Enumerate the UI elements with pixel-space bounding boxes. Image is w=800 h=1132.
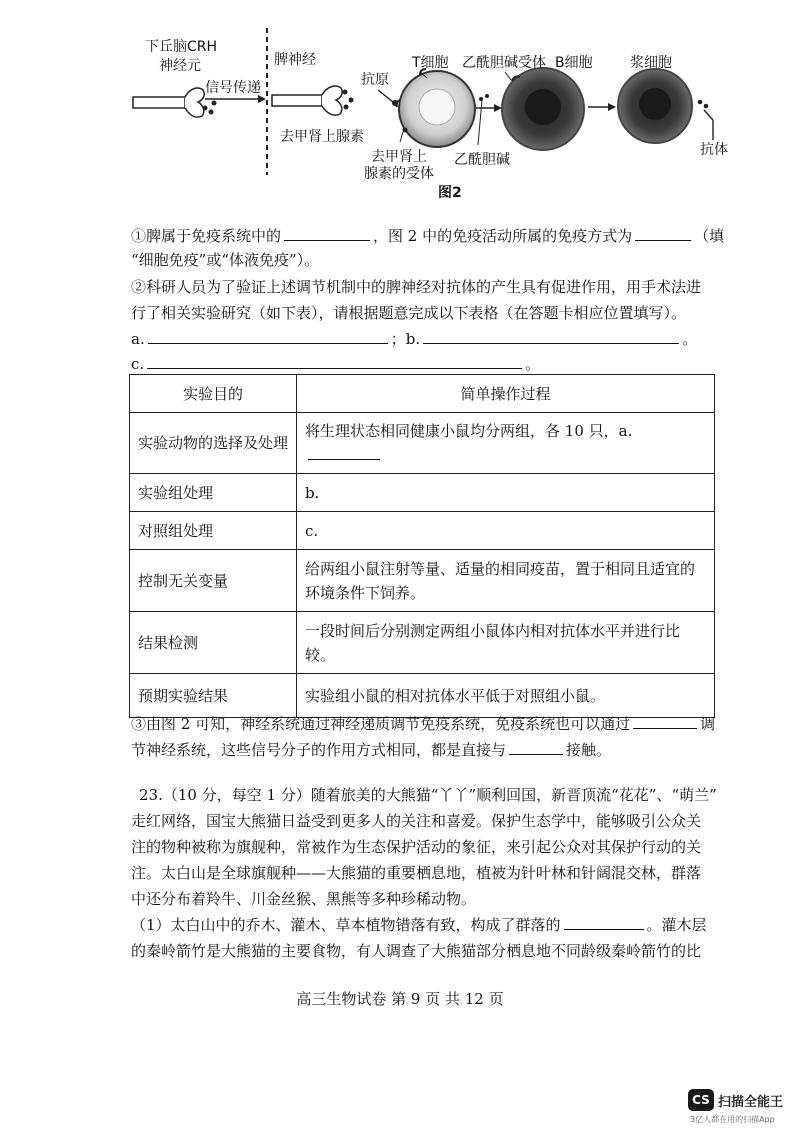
row-purpose: 控制无关变量 bbox=[130, 550, 297, 612]
t-cell-icon bbox=[396, 69, 475, 147]
arrow-b-to-plasma-icon bbox=[588, 103, 616, 111]
row-purpose: 结果检测 bbox=[130, 612, 297, 674]
table-row bbox=[130, 413, 715, 474]
q22-part1-line1 bbox=[131, 224, 724, 248]
row-purpose: 预期实验结果 bbox=[130, 674, 297, 718]
watermark-name: 扫描全能王 bbox=[718, 1095, 784, 1110]
q22-part1-line2: “细胞免疫”或“体液免疫”）。 bbox=[131, 251, 320, 269]
label-antigen: 抗原 bbox=[361, 72, 389, 88]
q23-sub1-line2: 的秦岭箭竹是大熊猫的主要食物，有人调查了大熊猫部分栖息地不同龄级秦岭箭竹的比 bbox=[131, 942, 702, 960]
row-process[interactable]: c. bbox=[297, 512, 715, 550]
blank-b[interactable] bbox=[423, 328, 679, 344]
q23-line5: 中还分布着羚牛、川金丝猴、黑熊等多种珍稀动物。 bbox=[131, 890, 477, 908]
antigen-icon bbox=[378, 90, 398, 106]
crh-neuron-axon-icon bbox=[133, 88, 204, 117]
blank-immune-to-nerve[interactable] bbox=[633, 713, 697, 729]
row-purpose: 实验动物的选择及处理 bbox=[130, 413, 297, 474]
row-purpose: 实验组处理 bbox=[130, 474, 297, 512]
row-process: 给两组小鼠注射等量、适量的相同疫苗，置于相同且适宜的环境条件下饲养。 bbox=[297, 550, 715, 612]
q22-part3 bbox=[131, 712, 731, 764]
q23-sub1-text-b: 。灌木层 bbox=[646, 916, 707, 934]
page-footer: 高三生物试卷 第 9 页 共 12 页 bbox=[296, 990, 504, 1008]
blank-spleen-role[interactable] bbox=[284, 225, 370, 241]
label-ne-receptor-2: 腺素的受体 bbox=[364, 166, 434, 182]
label-antibody: 抗体 bbox=[700, 142, 728, 158]
q22-section bbox=[131, 224, 731, 354]
q23-sub1-text-a: （1）太白山中的乔木、灌木、草本植物错落有致，构成了群落的 bbox=[131, 916, 561, 934]
label-acetylcholine: 乙酰胆碱 bbox=[454, 152, 510, 168]
blank-immune-type[interactable] bbox=[635, 225, 691, 241]
vesicle-dots-icon bbox=[203, 101, 217, 115]
q22-p1-text-a: ①脾属于免疫系统中的 bbox=[131, 227, 282, 245]
blank-table-a[interactable] bbox=[308, 444, 380, 460]
leader-ach-receptor bbox=[505, 72, 511, 80]
spleen-nerve-axon-icon bbox=[272, 86, 342, 115]
row-process: 将生理状态相同健康小鼠均分两组，各 10 只，a. bbox=[297, 413, 715, 474]
figure-caption: 图2 bbox=[438, 185, 462, 201]
label-crh-neuron-1: 下丘脑CRH bbox=[145, 39, 218, 55]
header-purpose: 实验目的 bbox=[130, 375, 297, 413]
table-row bbox=[130, 612, 715, 674]
q23-line3: 注的物种被称为旗舰种，常被作为生态保护活动的象征，来引起公众对其保护行动的关 bbox=[131, 838, 702, 856]
cs-logo-icon: CS bbox=[688, 1089, 714, 1111]
leader-acetylcholine bbox=[478, 100, 482, 145]
label-t-cell: T细胞 bbox=[412, 55, 449, 71]
watermark-sub: 3亿人都在用的扫描App bbox=[690, 1115, 775, 1124]
plasma-cell-icon bbox=[618, 69, 692, 143]
header-process: 简单操作过程 bbox=[297, 375, 715, 413]
fill-c-period: 。 bbox=[525, 355, 541, 373]
b-cell-icon bbox=[502, 68, 584, 150]
label-b-cell: B细胞 bbox=[555, 55, 593, 71]
q22-fill-c bbox=[131, 352, 540, 376]
fill-a-label: a. bbox=[131, 330, 145, 348]
q22-part3-line2 bbox=[131, 738, 611, 762]
q23-line2: 走红网络，国宝大熊猫日益受到更多人的关注和喜爱。保护生态学中，能够吸引公众关 bbox=[131, 812, 702, 830]
blank-receptor[interactable] bbox=[509, 739, 563, 755]
q22-p1-text-b: ，图 2 中的免疫活动所属的免疫方式为 bbox=[373, 227, 633, 245]
q22-fill-ab bbox=[131, 327, 697, 351]
figure-2 bbox=[0, 0, 800, 205]
label-ne-receptor-1: 去甲肾上 bbox=[371, 149, 427, 165]
blank-community-structure[interactable] bbox=[564, 914, 644, 930]
row-purpose: 对照组处理 bbox=[130, 512, 297, 550]
scanner-watermark bbox=[688, 1087, 796, 1127]
leader-ne-receptor bbox=[400, 132, 403, 142]
label-spleen-nerve: 脾神经 bbox=[274, 52, 316, 68]
row-process: 实验组小鼠的相对抗体水平低于对照组小鼠。 bbox=[297, 674, 715, 718]
blank-c[interactable] bbox=[147, 353, 522, 369]
q23-sub1-line1 bbox=[131, 913, 707, 937]
norepinephrine-dots-icon bbox=[343, 90, 354, 110]
q22-p3-text-d: 接触。 bbox=[566, 741, 612, 759]
experiment-table bbox=[129, 374, 715, 718]
row-process[interactable]: b. bbox=[297, 474, 715, 512]
label-signal: 信号传递 bbox=[205, 80, 261, 96]
q22-p3-text-b: 调 bbox=[700, 715, 716, 733]
q23-line4: 注。太白山是全球旗舰种——大熊猫的重要栖息地，植被为针叶林和针阔混交林，群落 bbox=[131, 864, 702, 882]
table-row bbox=[130, 474, 715, 512]
fill-b-period: 。 bbox=[682, 330, 698, 348]
q22-part2-line1: ②科研人员为了验证上述调节机制中的脾神经对抗体的产生具有促进作用，用手术法进 bbox=[131, 278, 702, 296]
q22-p3-text-a: ③由图 2 可知，神经系统通过神经递质调节免疫系统，免疫系统也可以通过 bbox=[131, 715, 631, 733]
q22-p1-text-c: （填 bbox=[694, 227, 725, 245]
q23-line1: 23.（10 分，每空 1 分）随着旅美的大熊猫“丫丫”顺利回国，新晋顶流“花花”、“萌兰” bbox=[139, 786, 717, 804]
fill-b-label: b. bbox=[405, 330, 421, 348]
row-process: 一段时间后分别测定两组小鼠体内相对抗体水平并进行比较。 bbox=[297, 612, 715, 674]
q22-p3-text-c: 节神经系统，这些信号分子的作用方式相同，都是直接与 bbox=[131, 741, 507, 759]
table-header-row bbox=[130, 375, 715, 413]
fill-c-label: c. bbox=[131, 355, 145, 373]
blank-a[interactable] bbox=[148, 328, 388, 344]
table-row bbox=[130, 674, 715, 718]
label-crh-neuron-2: 神经元 bbox=[159, 58, 201, 74]
antibody-icon bbox=[698, 100, 713, 140]
label-ach-receptor: 乙酰胆碱受体 bbox=[462, 55, 546, 71]
q23-section bbox=[131, 783, 741, 963]
fill-sep: ； bbox=[390, 330, 406, 348]
q22-part2-line2: 行了相关实验研究（如下表），请根据题意完成以下表格（在答题卡相应位置填写）。 bbox=[131, 304, 687, 322]
label-norepinephrine: 去甲肾上腺素 bbox=[280, 129, 364, 145]
q22-part3-line1 bbox=[131, 712, 715, 736]
table-row bbox=[130, 512, 715, 550]
table-row bbox=[130, 550, 715, 612]
arrow-t-to-b-icon bbox=[476, 94, 502, 112]
label-plasma-cell: 浆细胞 bbox=[630, 55, 672, 71]
